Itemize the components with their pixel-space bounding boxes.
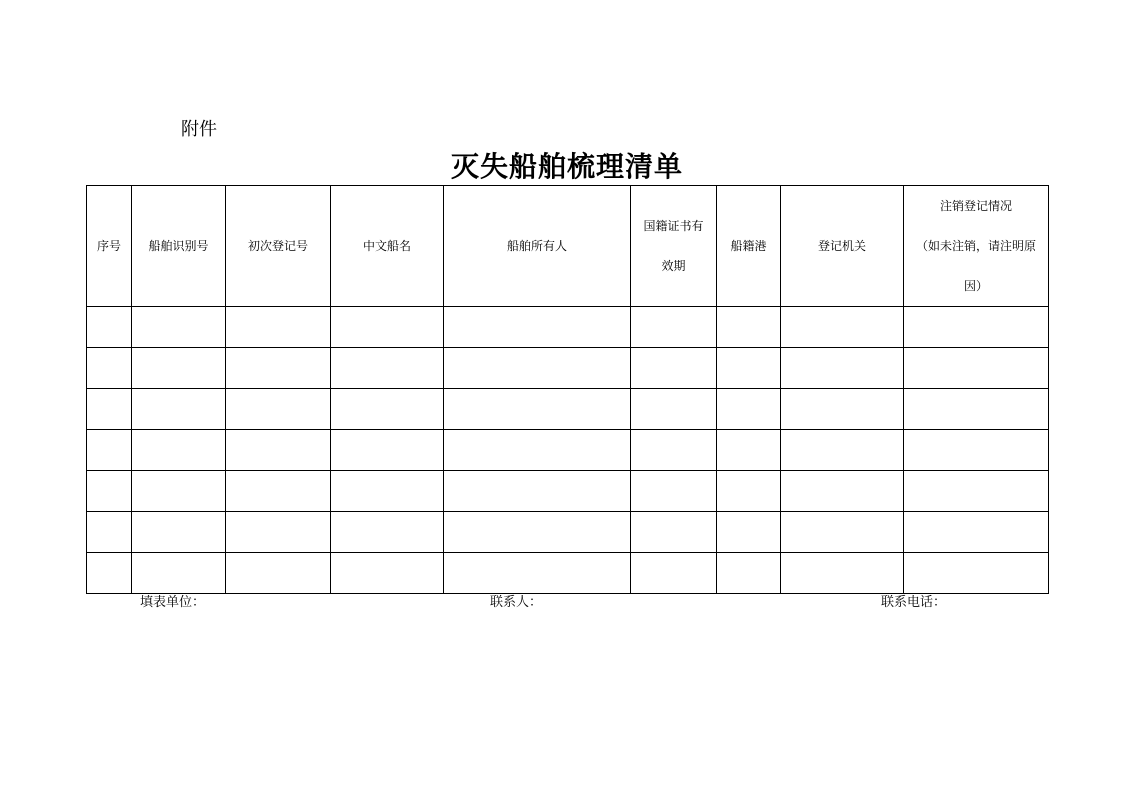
table-cell bbox=[904, 553, 1049, 594]
col-header-owner: 船舶所有人 bbox=[444, 186, 631, 307]
table-row bbox=[87, 389, 1049, 430]
table-cell bbox=[226, 307, 331, 348]
table-cell bbox=[444, 430, 631, 471]
table-cell bbox=[631, 553, 717, 594]
table-cell bbox=[717, 471, 781, 512]
table-cell bbox=[717, 348, 781, 389]
col-header-index: 序号 bbox=[87, 186, 132, 307]
table-cell bbox=[132, 348, 226, 389]
table-cell bbox=[781, 471, 904, 512]
col-header-ship-id: 船舶识别号 bbox=[132, 186, 226, 307]
table-cell bbox=[226, 348, 331, 389]
table-cell bbox=[781, 553, 904, 594]
document-title: 灭失船舶梳理清单 bbox=[450, 150, 683, 183]
table-cell bbox=[132, 471, 226, 512]
table-cell bbox=[717, 430, 781, 471]
table-cell bbox=[226, 389, 331, 430]
contact-phone-label: 联系电话： bbox=[881, 595, 947, 610]
table-cell bbox=[331, 553, 444, 594]
col-header-cert-validity: 国籍证书有 效期 bbox=[631, 186, 717, 307]
fill-unit-label: 填表单位： bbox=[140, 595, 206, 610]
table-cell bbox=[331, 348, 444, 389]
table-cell bbox=[904, 348, 1049, 389]
table-cell bbox=[904, 471, 1049, 512]
table-cell bbox=[781, 307, 904, 348]
table-cell bbox=[87, 553, 132, 594]
table-cell bbox=[87, 307, 132, 348]
table-row bbox=[87, 512, 1049, 553]
table-cell bbox=[631, 512, 717, 553]
col-header-port: 船籍港 bbox=[717, 186, 781, 307]
table-cell bbox=[781, 348, 904, 389]
table-cell bbox=[781, 512, 904, 553]
table-cell bbox=[132, 430, 226, 471]
col-header-deregistration: 注销登记情况 （如未注销，请注明原 因） bbox=[904, 186, 1049, 307]
table-cell bbox=[631, 389, 717, 430]
table-row bbox=[87, 553, 1049, 594]
table-cell bbox=[87, 348, 132, 389]
table-cell bbox=[631, 430, 717, 471]
table-cell bbox=[226, 471, 331, 512]
table-cell bbox=[444, 389, 631, 430]
table-cell bbox=[717, 389, 781, 430]
table-cell bbox=[87, 471, 132, 512]
table-cell bbox=[717, 512, 781, 553]
table-cell bbox=[631, 348, 717, 389]
table-cell bbox=[132, 307, 226, 348]
table-cell bbox=[631, 307, 717, 348]
table-cell bbox=[87, 389, 132, 430]
table-cell bbox=[444, 471, 631, 512]
table-cell bbox=[132, 512, 226, 553]
table-cell bbox=[132, 389, 226, 430]
table-cell bbox=[444, 348, 631, 389]
table-cell bbox=[226, 553, 331, 594]
col-header-initial-reg-no: 初次登记号 bbox=[226, 186, 331, 307]
table-cell bbox=[904, 512, 1049, 553]
table-row bbox=[87, 307, 1049, 348]
col-header-chinese-name: 中文船名 bbox=[331, 186, 444, 307]
table-cell bbox=[717, 307, 781, 348]
table-cell bbox=[87, 512, 132, 553]
ship-list-table bbox=[86, 185, 1049, 594]
table-cell bbox=[331, 389, 444, 430]
attachment-label: 附件 bbox=[181, 119, 217, 140]
table-cell bbox=[904, 389, 1049, 430]
table-cell bbox=[331, 471, 444, 512]
table-cell bbox=[132, 553, 226, 594]
table-cell bbox=[87, 430, 132, 471]
table-body bbox=[87, 307, 1049, 594]
table-cell bbox=[781, 389, 904, 430]
table-row bbox=[87, 471, 1049, 512]
table-cell bbox=[331, 512, 444, 553]
table-cell bbox=[631, 471, 717, 512]
table-cell bbox=[444, 553, 631, 594]
table-cell bbox=[904, 430, 1049, 471]
table-cell bbox=[331, 307, 444, 348]
table-cell bbox=[904, 307, 1049, 348]
table-cell bbox=[331, 430, 444, 471]
table-cell bbox=[444, 512, 631, 553]
table-cell bbox=[226, 512, 331, 553]
col-header-reg-authority: 登记机关 bbox=[781, 186, 904, 307]
table-row bbox=[87, 430, 1049, 471]
table-row bbox=[87, 348, 1049, 389]
table-cell bbox=[226, 430, 331, 471]
table-cell bbox=[444, 307, 631, 348]
table-cell bbox=[781, 430, 904, 471]
table-header-row bbox=[87, 186, 1049, 307]
table-cell bbox=[717, 553, 781, 594]
contact-person-label: 联系人： bbox=[490, 595, 543, 610]
